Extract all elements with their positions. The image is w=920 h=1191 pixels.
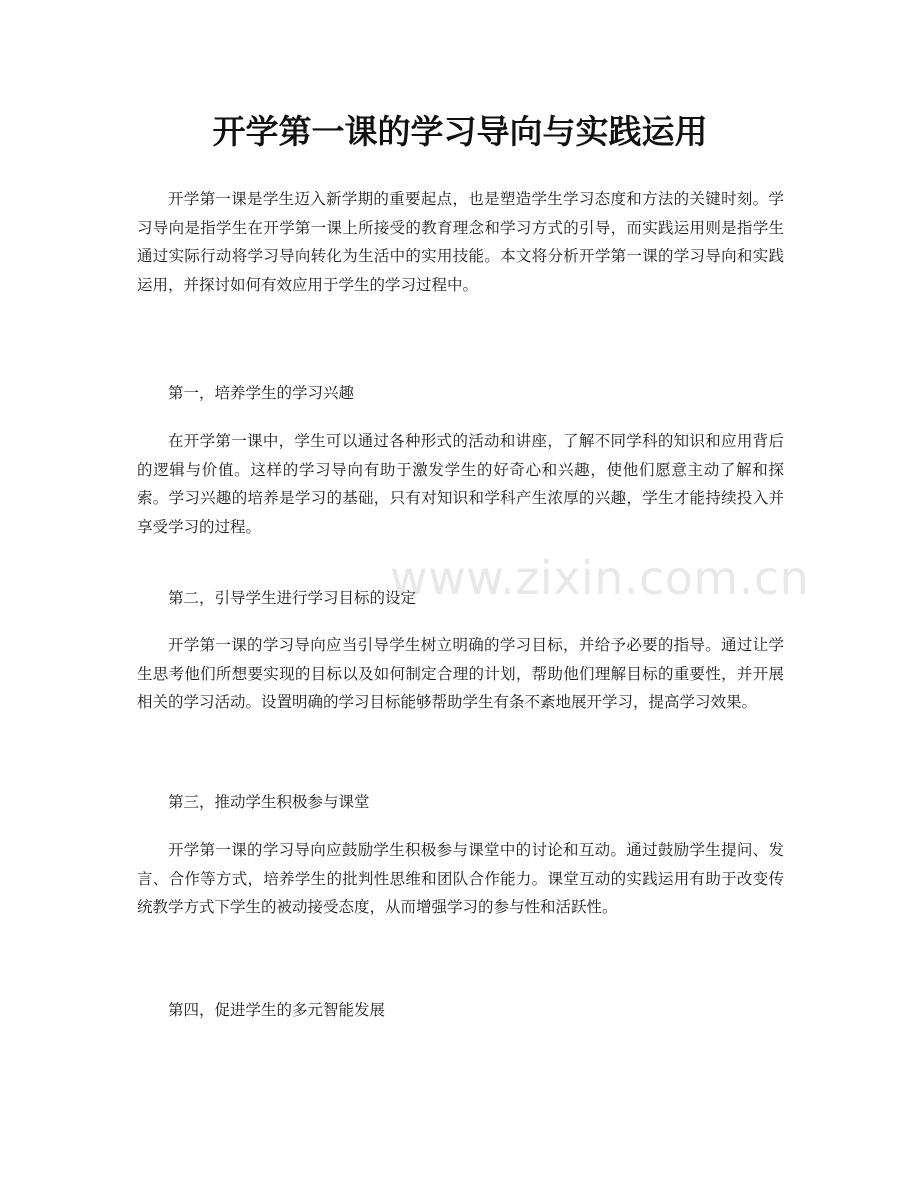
- section-body-2: 开学第一课的学习导向应当引导学生树立明确的学习目标，并给予必要的指导。通过让学生思考他们所想要实现的目标以及如何制定合理的计划，帮助他们理解目标的重要性，并开展相关的学习活动。设置明确的学习目标能够帮助学生有条不紊地展开学习，提高学习效果。: [137, 636, 784, 711]
- intro-paragraph: 开学第一课是学生迈入新学期的重要起点，也是塑造学生学习态度和方法的关键时刻。学习导向是指学生在开学第一课上所接受的教育理念和学习方式的引导，而实践运用则是指学生通过实际行动将学习导向转化为生活中的实用技能。本文将分析开学第一课的学习导向和实践运用，并探讨如何有效应用于学生的学习过程中。: [137, 190, 784, 294]
- watermark-text: www.zixin.com.cn: [390, 551, 810, 605]
- section-heading-4: 第四，促进学生的多元智能发展: [168, 1001, 386, 1019]
- document-title: 开学第一课的学习导向与实践运用: [212, 112, 708, 151]
- section-body-1: 在开学第一课中，学生可以通过各种形式的活动和讲座，了解不同学科的知识和应用背后的逻辑与价值。这样的学习导向有助于激发学生的好奇心和兴趣，使他们愿意主动了解和探索。学习兴趣的培养是学习的基础，只有对知识和学科产生浓厚的兴趣，学生才能持续投入并享受学习的过程。: [137, 432, 784, 536]
- section-body-3: 开学第一课的学习导向应鼓励学生积极参与课堂中的讨论和互动。通过鼓励学生提问、发言、合作等方式，培养学生的批判性思维和团队合作能力。课堂互动的实践运用有助于改变传统教学方式下学生的被动接受态度，从而增强学习的参与性和活跃性。: [137, 841, 784, 916]
- section-heading-1: 第一，培养学生的学习兴趣: [168, 384, 355, 402]
- section-heading-2: 第二，引导学生进行学习目标的设定: [168, 589, 417, 607]
- section-heading-3: 第三，推动学生积极参与课堂: [168, 793, 370, 811]
